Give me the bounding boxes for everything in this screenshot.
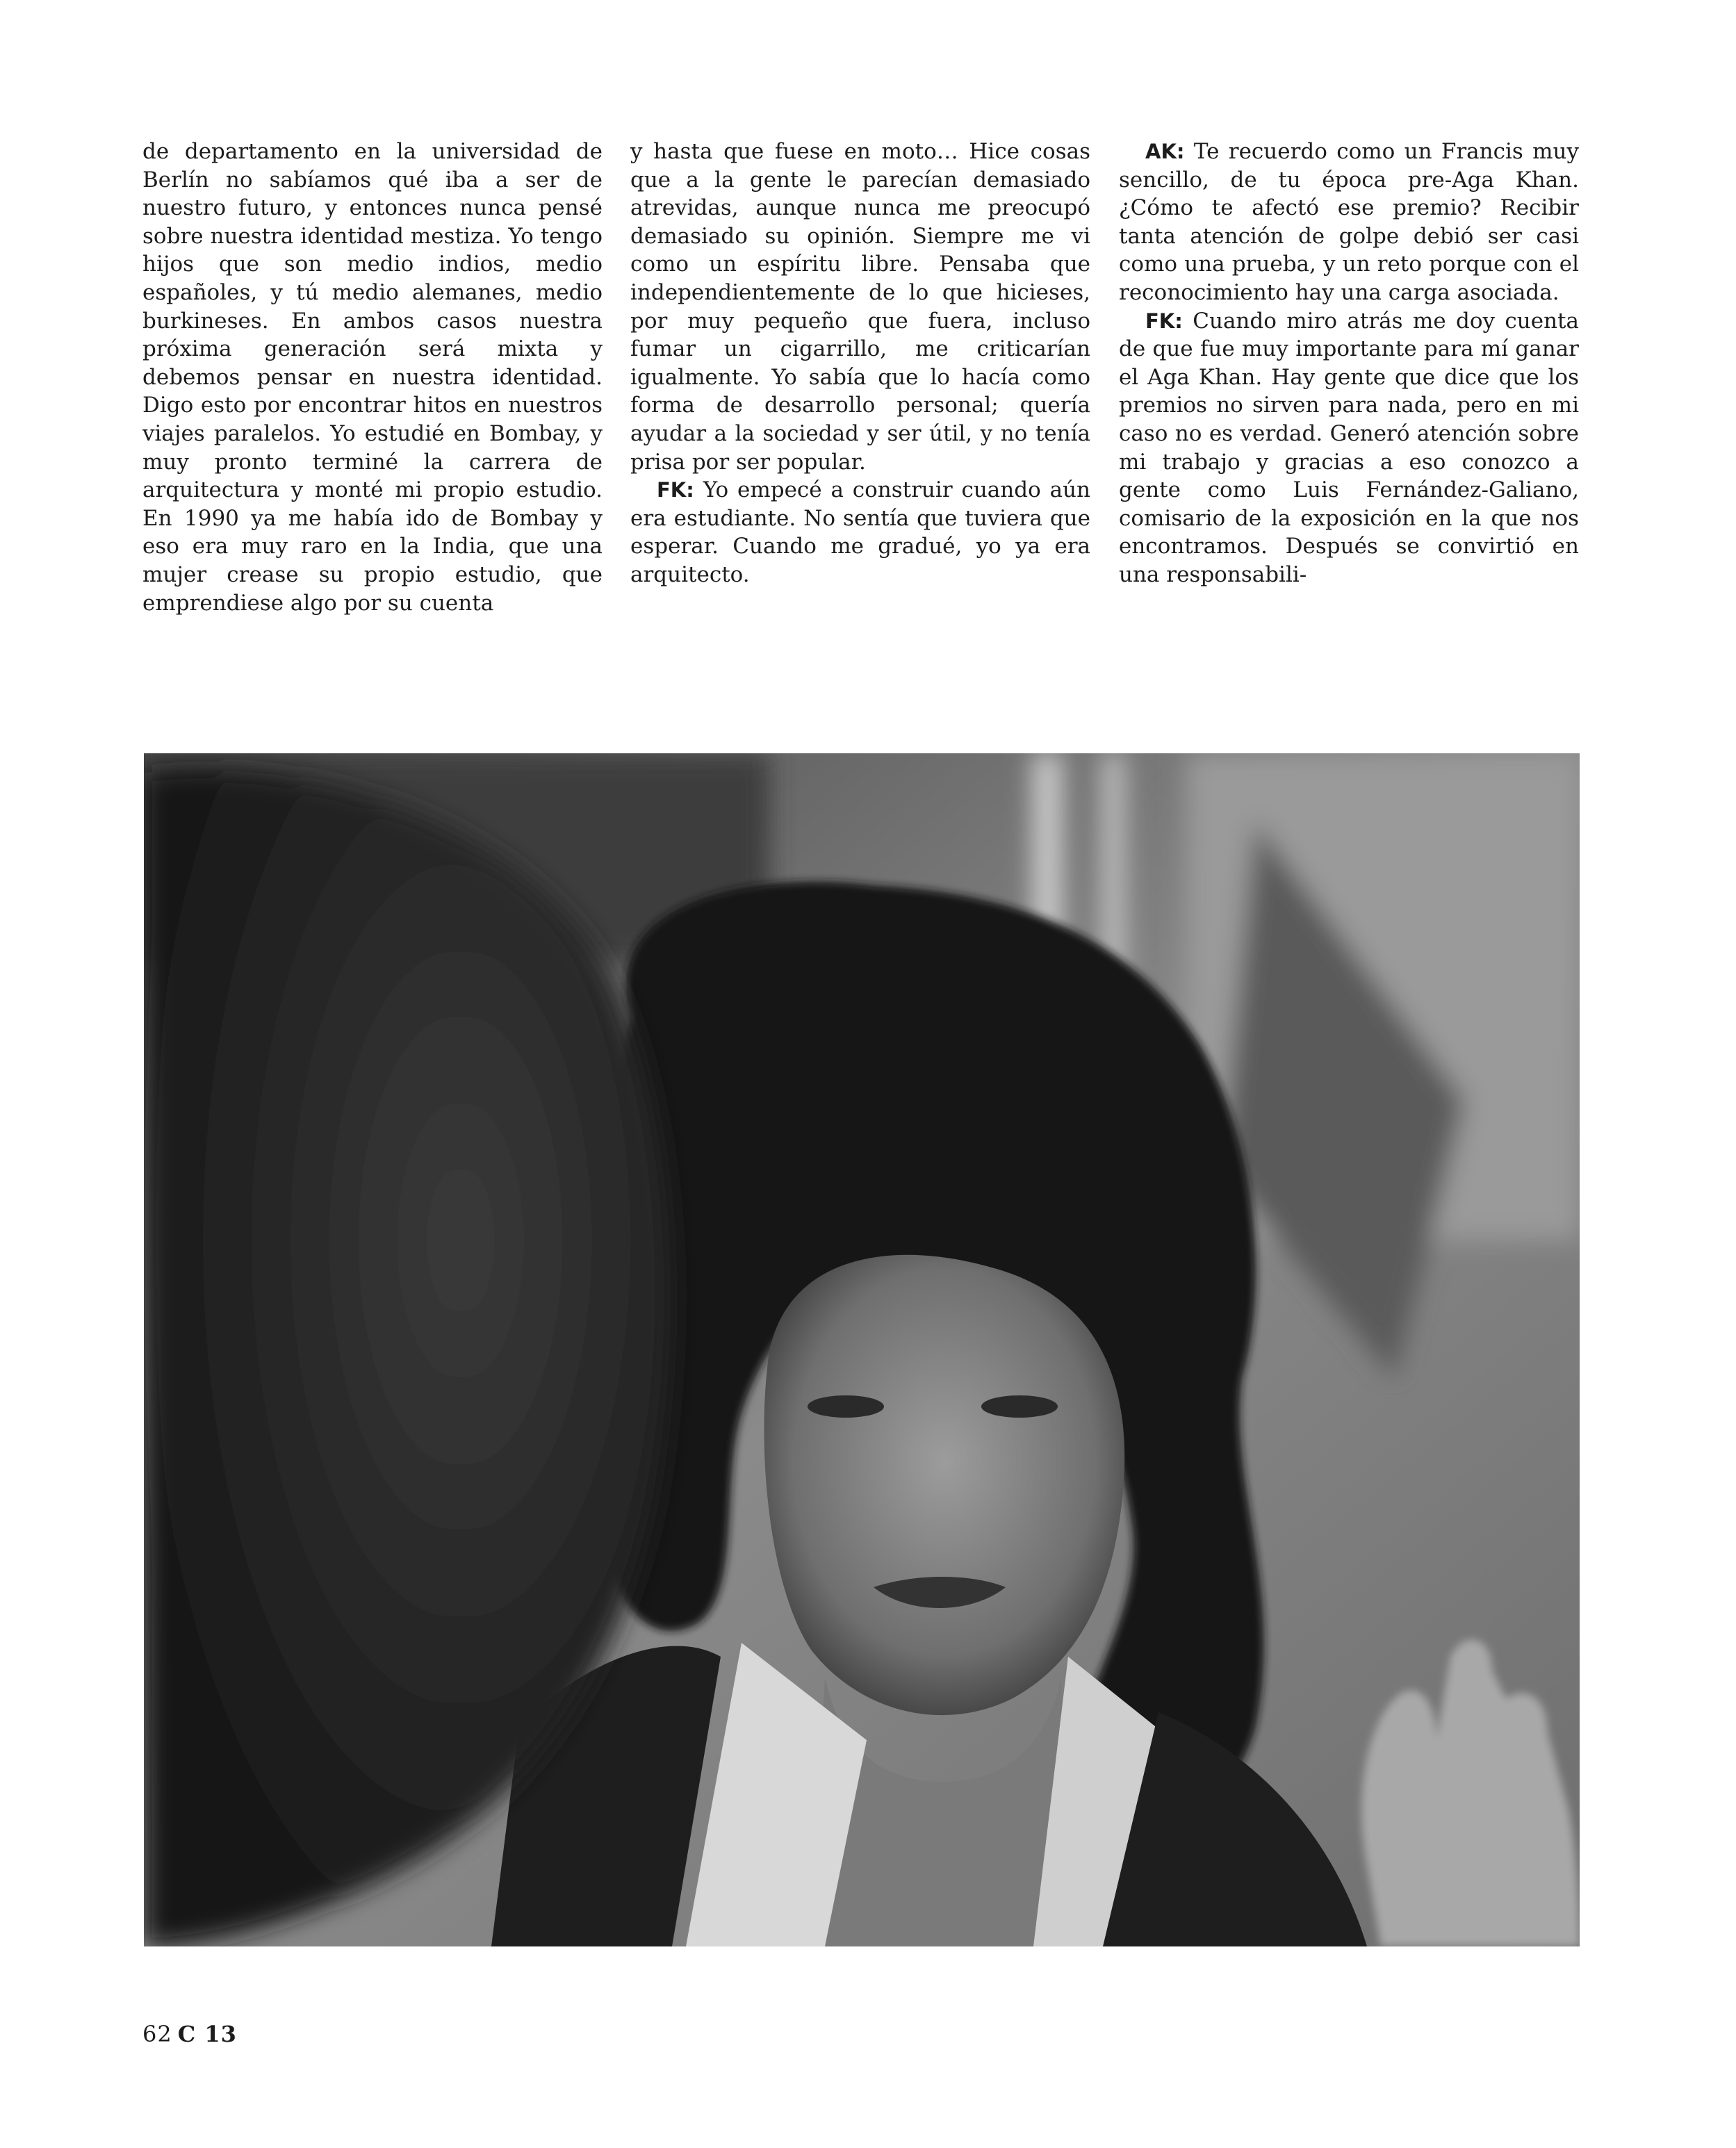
paragraph-text: Cuando miro atrás me doy cuenta de que fue muy importante para mí ganar el Aga Khan. Hay gente que dice que los premios no sirven para nada, pero en mi caso no es verdad. Generó atención sobre mi trabajo y gracias a eso conozco a gente como Luis Fernández-Galiano, comisario de la exposición en la que nos encontramos. Después se convirtió en una responsabili- — [1119, 308, 1579, 587]
magazine-issue: C 13 — [177, 2021, 237, 2047]
paragraph — [630, 476, 1090, 589]
paragraph — [630, 138, 1090, 476]
paragraph — [1119, 307, 1579, 589]
speaker-label: FK: — [1145, 309, 1183, 333]
text-column-1 — [142, 138, 603, 617]
paragraph-text: Te recuerdo como un Francis muy sencillo, de tu época pre-Aga Khan. ¿Cómo te afectó ese premio? Recibir tanta atención de golpe debió ser casi como una prueba, y un reto porque con el reconocimiento hay una carga asociada. — [1119, 139, 1579, 305]
paragraph-text: Yo empecé a construir cuando aún era estudiante. No sentía que tuviera que esperar. Cuando me gradué, yo ya era arquitecto. — [630, 477, 1090, 587]
paragraph-text: y hasta que fuese en moto… Hice cosas que a la gente le parecían demasiado atrevidas, aunque nunca me preocupó demasiado su opinión. Siempre me vi como un espíritu libre. Pensaba que independientemente de lo que hicieses, por muy pequeño que fuera, incluso fumar un cigarrillo, me criticarían igualmente. Yo sabía que lo hacía como forma de desarrollo personal; quería ayudar a la sociedad y ser útil, y no tenía prisa por ser popular. — [630, 139, 1090, 475]
page-folio — [142, 2021, 237, 2047]
text-column-3 — [1119, 138, 1579, 589]
paragraph — [142, 138, 603, 617]
portrait-photo — [144, 753, 1580, 1946]
speaker-label: AK: — [1145, 140, 1185, 163]
paragraph-text: de departamento en la universidad de Berlín no sabíamos qué iba a ser de nuestro futuro, y entonces nunca pensé sobre nuestra identidad mestiza. Yo tengo hijos que son medio indios, medio españoles, y tú medio alemanes, medio burkineses. En ambos casos nuestra próxima generación será mixta y debemos pensar en nuestra identidad. Digo esto por encontrar hitos en nuestros viajes paralelos. Yo estudié en Bombay, y muy pronto terminé la carrera de arquitectura y monté mi propio estudio. En 1990 ya me había ido de Bombay y eso era muy raro en la India, que una mujer crease su propio estudio, que emprendiese algo por su cuenta — [142, 139, 603, 616]
portrait-photo-illustration — [144, 753, 1580, 1946]
paragraph — [1119, 138, 1579, 307]
page-number: 62 — [142, 2021, 172, 2047]
speaker-label: FK: — [657, 478, 694, 502]
text-column-2 — [630, 138, 1090, 589]
